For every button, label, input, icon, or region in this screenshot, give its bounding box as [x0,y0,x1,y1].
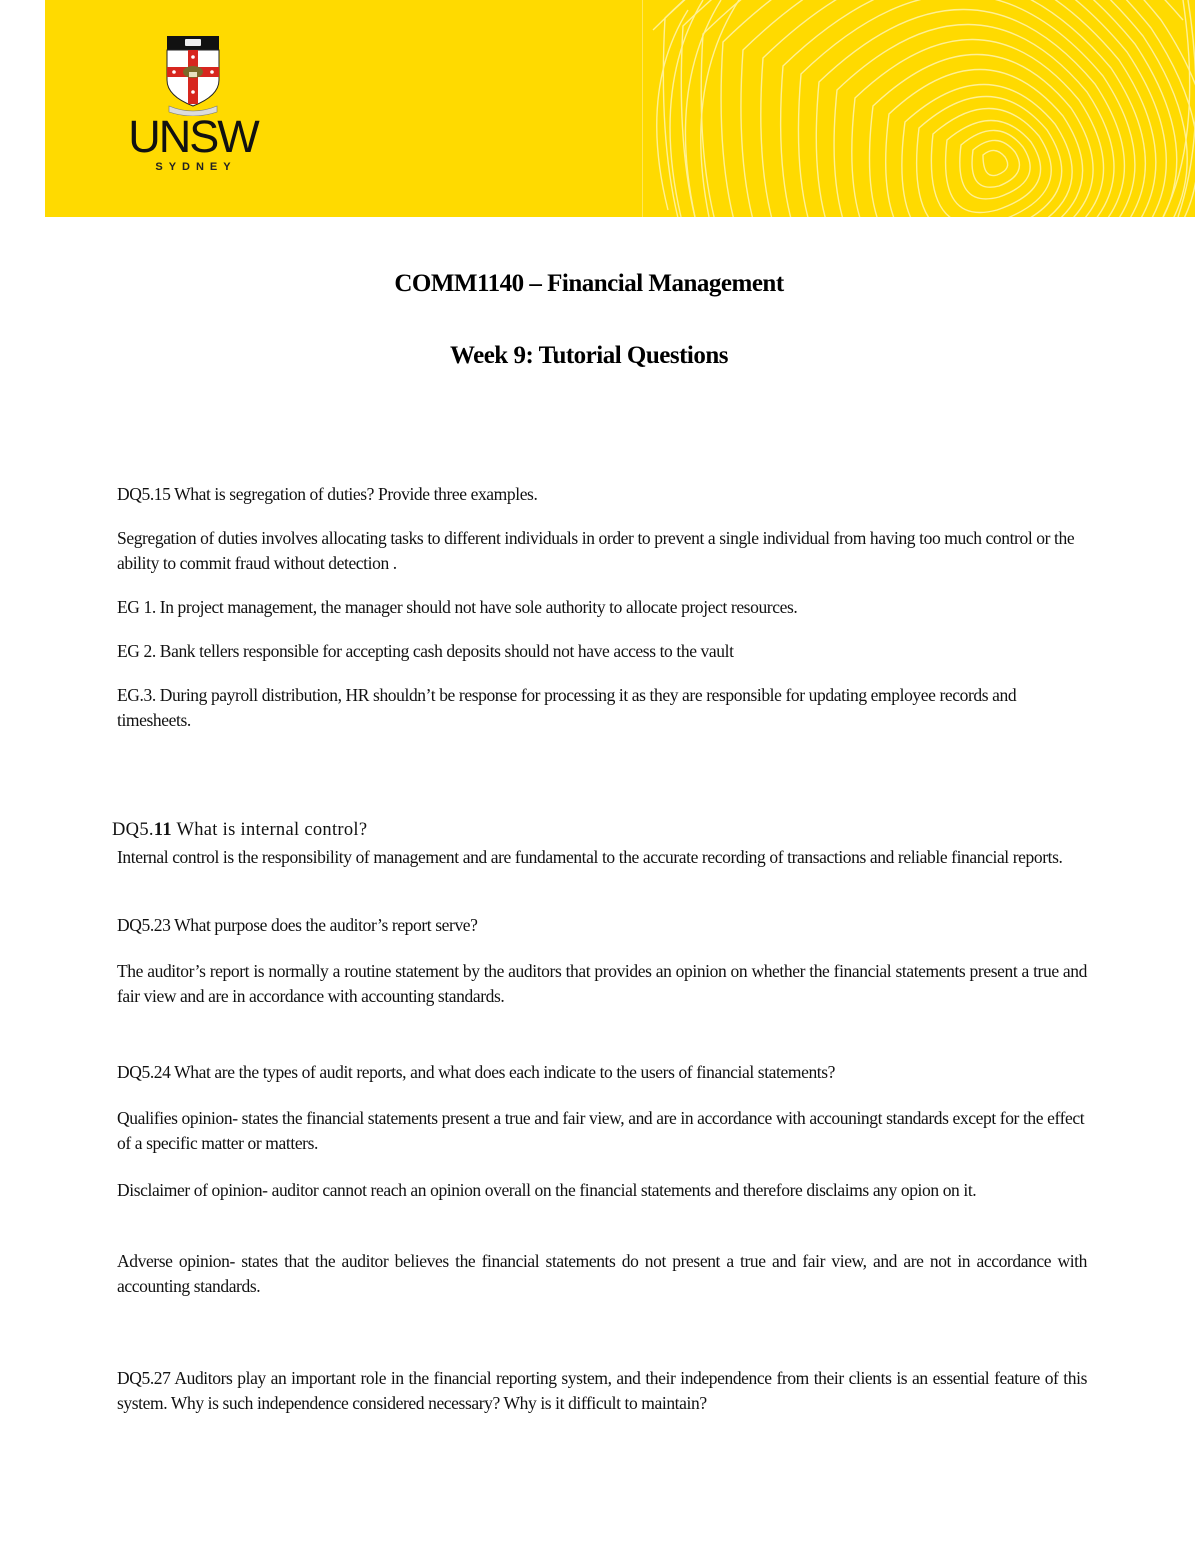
question-number: 11 [153,820,172,840]
answer-paragraph: Internal control is the responsibility of management and are fundamental to the accurate recording of transactions and reliable financial reports. [117,847,1063,867]
answer-paragraph: Segregation of duties involves allocating tasks to different individuals in order to prevent a single individual from having too much control or the ability to commit fraud without detection . [117,528,1075,573]
question-dq5-11 [112,818,1082,843]
example-1: EG 1. In project management, the manager should not have sole authority to allocate project resources. [117,597,798,617]
unsw-wordmark: UNSW [128,111,258,162]
contour-pattern-icon [643,0,1195,217]
question-prefix: DQ5. [112,820,154,840]
sydney-subtitle: SYDNEY [155,161,237,173]
course-title: COMM1140 – Financial Management [394,270,784,297]
example-2: EG 2. Bank tellers responsible for accepting cash deposits should not have access to the vault [117,641,734,661]
question-dq5-15: DQ5.15 What is segregation of duties? Provide three examples. [117,484,538,504]
unsw-logo [123,34,263,174]
question-text: What is internal control? [171,820,368,840]
example-3: EG.3. During payroll distribution, HR shouldn’t be response for processing it as they are responsible for updating employee records and timesheets. [117,685,1017,730]
week-title: Week 9: Tutorial Questions [449,342,728,369]
unsw-crest-icon [165,34,221,116]
question-dq5-27: DQ5.27 Auditors play an important role in the financial reporting system, and their independence from their clients is an essential feature of this system. Why is such independence considered necessary? Why is it difficult to maintain? [117,1368,1087,1413]
disclaimer-opinion-paragraph: Disclaimer of opinion- auditor cannot reach an opinion overall on the financial statements and therefore disclaims any opion on it. [117,1180,977,1200]
qualified-opinion-paragraph: Qualifies opinion- states the financial statements present a true and fair view, and are in accordance with accouningt standards except for the effect of a specific matter or matters. [117,1108,1085,1153]
answer-paragraph: The auditor’s report is normally a routine statement by the auditors that provides an opinion on whether the financial statements present a true and fair view and are in accordance with accounting standards. [117,961,1087,1006]
header-banner [45,0,1195,217]
adverse-opinion-paragraph: Adverse opinion- states that the auditor believes the financial statements do not present a true and fair view, and are not in accordance with accounting standards. [117,1251,1087,1296]
question-dq5-23: DQ5.23 What purpose does the auditor’s report serve? [117,915,478,935]
question-dq5-24: DQ5.24 What are the types of audit reports, and what does each indicate to the users of financial statements? [117,1062,836,1082]
